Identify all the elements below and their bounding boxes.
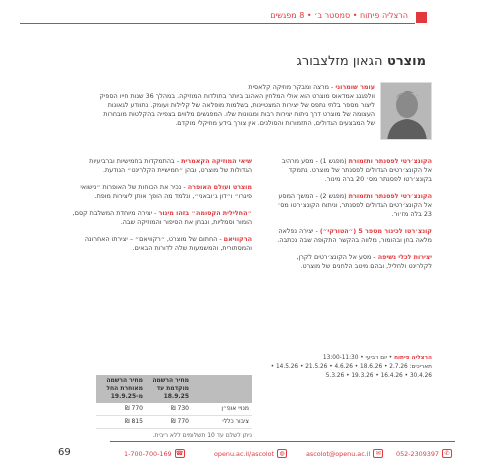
email-text: ascolot@openu.ac.il <box>306 449 371 458</box>
price-table <box>96 375 252 439</box>
lecture-title: שיאי המוזיקה הקאמרית <box>181 157 252 165</box>
footer-rule <box>110 441 455 442</box>
lecture-title: יצירות לכלי נשיפה <box>377 253 432 261</box>
lecture-title: מוצרט ועולם האופרה <box>187 183 252 191</box>
lecture-desc: - יצירה מיוחדת המשלבת קסם, הומור וסמליות, ונבחן את הסיפור והמוזיקה שבה. <box>72 209 252 226</box>
lecture-desc: (מפגש 1) - מסע מרהיב אל הקונצ׳רטים הגדולים לפסנתר של מוצרט. נתמקד בקונצ׳רטו לפסנתר מס׳ 20 ברה מינור. <box>281 157 432 183</box>
header-cell <box>192 375 252 403</box>
schedule-time: • יום רביעי • 13:00-11:30 <box>322 355 393 361</box>
lecturer-role: - מרצה ומבקר מוזיקה קלאסית <box>248 83 336 91</box>
footer-email[interactable] <box>306 449 383 458</box>
table-cell: 770 ₪ <box>124 405 143 412</box>
lectures-column-right <box>272 157 432 279</box>
lecture-item <box>72 209 252 227</box>
header-text: הרצליה פיתוח • סמסטר ב׳ • 8 מפגשים <box>270 11 408 20</box>
page-number: 69 <box>58 447 71 458</box>
price-table-header <box>96 375 252 403</box>
table-cell: ציבור כללי <box>222 418 249 425</box>
footer-phone2[interactable] <box>396 449 452 458</box>
schedule-dates: תאריכים: 2.7.26 • 18.6.26 • 4.6.26 • 21.5.26 • 14.5.26 • 30.4.26 • 16.4.26 • 19.3.26 • 5.3.26 <box>270 364 432 379</box>
page-title <box>250 54 426 69</box>
lecture-title: קונצ׳רטו לכינור מספר 5 (״הטורקי״) <box>319 227 432 235</box>
intro-body: וולפגנג אמדאוס מוצרט הוא אולי המלחין האהוב ביותר בתולדות המוזיקה. במהלך 36 שנות חייו הספיק ליצור מספר בלתי נתפס של יצירות המצטיינות, בשלמות מופלאה של קלילות ועומק. נתוודע לגאונות העצומה של מוצרט דרך ניתוח יצירות רבות ומגוונות שלו. המפגשים מלווים בצפייה בהקלטות מובחרות של המבצעים הגדולים, התזמורות והסולנים. אין צורך בידע מוזיקלי מוקדם. <box>99 92 375 127</box>
lecture-item <box>272 157 432 184</box>
lecture-item <box>272 253 432 271</box>
lecture-title: ״החלילית הקסומה״ בזהו מינור <box>158 209 252 217</box>
lecture-desc: - מסע אל הקונצ׳רטים לקרן, לקלרינט ולחליל, ובהם מיטב הלחנים של מוצרט. <box>296 253 432 270</box>
header-rule <box>20 23 415 24</box>
table-row <box>96 416 252 429</box>
lecture-desc: (מפגש 2) - המשך המסע אל הקונצ׳רטים הגדולים לפסנתר, וניתוח הקונצ׳רטו מס׳ 23 בלה מז׳ור. <box>277 192 432 218</box>
lecture-item <box>72 183 252 201</box>
phone2-text: 052-2309397 <box>396 449 439 458</box>
footer-phone1[interactable] <box>124 449 185 458</box>
globe-icon: ◍ <box>277 449 287 458</box>
schedule <box>250 354 432 381</box>
lecture-desc: - בהתמקדות בחמישיות וברביעיות הגדולות של מוצרט, ובהן ״חמישיית הקלרינט״ הנודעת. <box>89 157 252 174</box>
title-rest: הגאון מזלצבורג <box>296 54 383 69</box>
schedule-label: הרצליה פיתוח <box>394 355 432 361</box>
table-cell: 730 ₪ <box>170 405 189 412</box>
intro-text <box>97 83 375 128</box>
url-text: openu.ac.il/ascolot <box>214 449 275 458</box>
lecture-item <box>272 192 432 219</box>
payment-note: ניתן לשלם עד 10 תשלומים ללא ריבית. <box>152 432 252 439</box>
lecture-desc: - יצירה נפלאה מלאה בחן ובהומור, מלווה בהקשר התקופה שבה נכתבה. <box>277 227 432 244</box>
phone-icon: ☎ <box>175 450 184 457</box>
mail-icon: ✉ <box>373 449 383 458</box>
lecture-item <box>72 157 252 175</box>
phone1-text: 1-700-700-169 <box>124 449 172 458</box>
title-lead: מוצרט <box>386 54 426 69</box>
lecture-item <box>72 235 252 253</box>
header-cell: מחיר הרשמה מוקדמת עד 18.9.25 <box>152 377 189 400</box>
table-cell: מנויי אופ״ן <box>221 405 249 412</box>
lecture-desc: - נכיר את הכוחות של האופרות ״נישואי פיגרו״ ו״דון ג׳ובאני״, ונלמד מה הופך אותן ליצירות מופת. <box>80 183 252 200</box>
lecture-item <box>272 227 432 245</box>
lecture-desc: - החתום של מוצרט, ״רקוויאם״ – יצירתו האחרונה והמסתורית, והמשמעות שלה לדורות הבאים. <box>84 235 252 252</box>
lecturer-photo <box>380 82 432 140</box>
lectures-column-left <box>72 157 252 261</box>
header-marker <box>416 12 427 23</box>
lecture-title: הרקוויאם <box>223 235 252 243</box>
footer <box>96 449 456 461</box>
whatsapp-icon: ✆ <box>442 449 452 458</box>
header-cell: מחיר הרשמה מאוחרת החל מ-19.9.25 <box>106 377 143 400</box>
table-cell: 770 ₪ <box>170 418 189 425</box>
table-row <box>96 403 252 416</box>
lecture-title: הקונצ׳רטי לפסנתר ותזמורת <box>348 192 432 200</box>
table-cell: 815 ₪ <box>124 418 143 425</box>
lecturer-name: עומר שומרוני <box>335 83 375 91</box>
footer-url[interactable] <box>214 449 287 458</box>
lecture-title: הקונצ׳רטי לפסנתר ותזמורת <box>348 157 432 165</box>
